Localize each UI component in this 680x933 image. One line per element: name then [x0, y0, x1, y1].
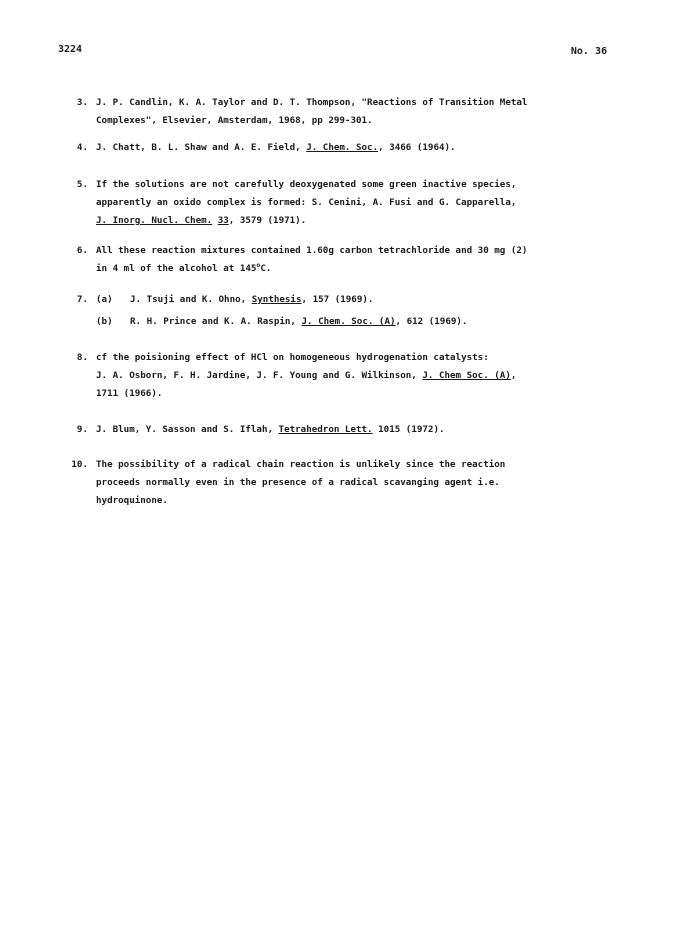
reference-number: 6. — [76, 245, 88, 256]
reference-text: J. P. Candlin, K. A. Taylor and D. T. Thompson, "Reactions of Transition Metal — [96, 97, 528, 108]
text-segment: , — [510, 370, 517, 381]
journal-title: Synthesis — [251, 294, 302, 305]
degree-symbol: o — [256, 261, 261, 269]
reference-number: 5. — [76, 179, 88, 190]
authors: J. Blum, Y. Sasson and S. Iflah, — [96, 424, 279, 435]
reference-text: apparently an oxido complex is formed: S. Cenini, A. Fusi and G. Capparella, — [96, 197, 517, 208]
reference-number: 3. — [76, 97, 88, 108]
volume: 33 — [217, 215, 229, 226]
text-segment: in 4 ml of the alcohol at 145 — [96, 263, 257, 274]
reference-number: 4. — [76, 142, 88, 153]
citation-details: 1015 (1972). — [372, 424, 445, 435]
sub-label: (a) — [96, 294, 113, 305]
authors: J. A. Osborn, F. H. Jardine, J. F. Young and G. Wilkinson, — [96, 370, 423, 381]
sub-reference-a — [96, 291, 616, 309]
journal-title: J. Inorg. Nucl. Chem. — [96, 215, 213, 226]
sub-label: (b) — [96, 316, 113, 327]
reference-text: cf the poisioning effect of HCl on homogeneous hydrogenation catalysts: — [96, 352, 489, 363]
reference-text — [96, 367, 616, 385]
reference-text — [96, 260, 616, 278]
authors: J. Tsuji and K. Ohno, — [130, 294, 252, 305]
reference-text — [96, 139, 616, 157]
page-header — [0, 0, 680, 60]
reference-text: 1711 (1966). — [96, 388, 163, 399]
page-number: 3224 — [58, 44, 83, 55]
citation-details: , 3579 (1971). — [228, 215, 307, 226]
journal-title: J. Chem. Soc. — [306, 142, 379, 153]
authors: R. H. Prince and K. A. Raspin, — [130, 316, 302, 327]
citation-details: , 612 (1969). — [395, 316, 468, 327]
reference-number: 7. — [76, 294, 88, 305]
text-segment: C. — [260, 263, 272, 274]
journal-title: Tetrahedron Lett. — [278, 424, 373, 435]
reference-text: All these reaction mixtures contained 1.60g carbon tetrachloride and 30 mg (2) — [96, 245, 528, 256]
reference-number: 8. — [76, 352, 88, 363]
issue-number: No. 36 — [570, 46, 607, 57]
sub-reference-b — [96, 313, 616, 331]
citation-details: , 157 (1969). — [301, 294, 374, 305]
reference-number: 9. — [76, 424, 88, 435]
reference-text: proceeds normally even in the presence of a radical scavanging agent i.e. — [96, 477, 500, 488]
reference-text: hydroquinone. — [96, 495, 168, 506]
reference-text — [96, 421, 616, 439]
reference-text: Complexes", Elsevier, Amsterdam, 1968, pp 299-301. — [96, 115, 373, 126]
reference-number: 10. — [71, 459, 88, 470]
journal-title: J. Chem Soc. (A) — [422, 370, 511, 381]
reference-text: If the solutions are not carefully deoxygenated some green inactive species, — [96, 179, 517, 190]
journal-title: J. Chem. Soc. (A) — [301, 316, 396, 327]
reference-text — [96, 212, 616, 230]
reference-text: The possibility of a radical chain reaction is unlikely since the reaction — [96, 459, 506, 470]
authors: J. Chatt, B. L. Shaw and A. E. Field, — [96, 142, 307, 153]
citation-details: , 3466 (1964). — [378, 142, 456, 153]
